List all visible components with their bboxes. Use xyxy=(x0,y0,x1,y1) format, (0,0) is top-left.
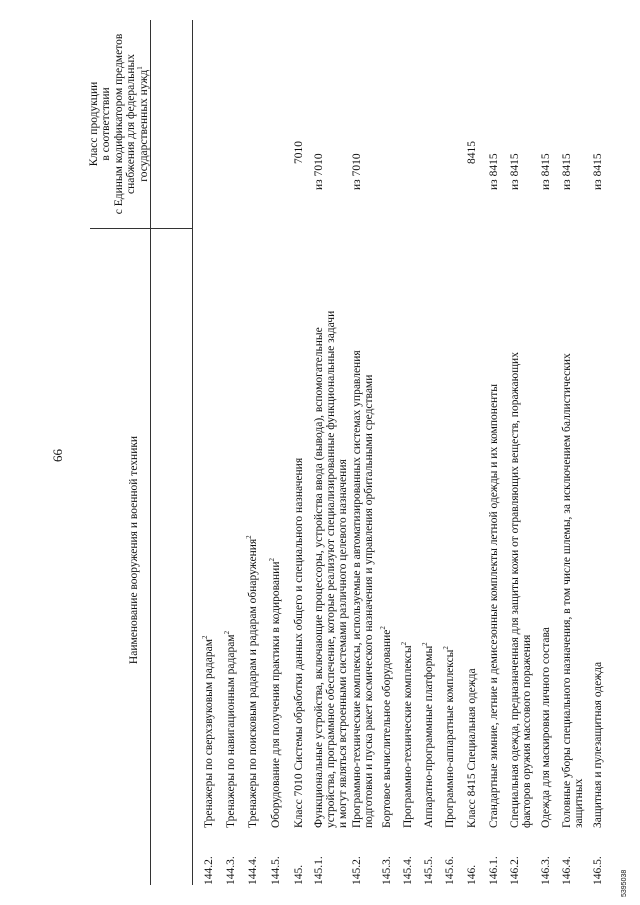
row-class-code: из 8415 xyxy=(592,153,604,190)
row-text-line: защитных xyxy=(573,778,585,828)
row-text-line: Головные уборы специального назначения, в том числе шлемы, за исключением баллистических xyxy=(561,353,573,828)
row-text-line: и могут являться встроенными системами различного целевого назначения xyxy=(337,459,349,828)
header-top-rule xyxy=(150,20,151,885)
header-class-line xyxy=(135,24,150,224)
row-class-code: из 8415 xyxy=(509,153,521,190)
row-text-line: Специальная одежда, предназначенная для защиты кожи от отравляющих веществ, поражающих xyxy=(509,352,521,828)
row-text-line: Оборудование для получения практики в кодировании xyxy=(270,561,282,828)
row-text-line: Программно-технические комплексы, используемые в автоматизированных системах управления xyxy=(351,350,363,828)
footnote-marker: 2 xyxy=(245,535,254,539)
row-number: 145. xyxy=(293,864,305,885)
row-text xyxy=(203,636,215,828)
row-text-line: Бортовое вычислительное оборудование xyxy=(381,629,393,828)
row-text xyxy=(592,662,604,828)
header-class-column xyxy=(88,24,150,224)
row-number: 144.2. xyxy=(203,856,215,885)
row-text-line: Программно-технические комплексы xyxy=(402,645,414,828)
row-number: 145.4. xyxy=(402,856,414,885)
row-number: 146. xyxy=(466,864,478,885)
footnote-marker: 2 xyxy=(268,558,277,562)
header-class-line: Класс продукции xyxy=(88,81,100,167)
row-text-line: Тренажеры по навигационным радарам xyxy=(225,634,237,828)
row-text xyxy=(381,626,393,828)
row-class-code: из 8415 xyxy=(561,153,573,190)
row-number: 146.4. xyxy=(561,856,573,885)
row-number: 146.3. xyxy=(540,856,552,885)
footnote-marker: 2 xyxy=(400,641,409,646)
row-class-code: из 7010 xyxy=(313,153,325,190)
row-class-code: из 7010 xyxy=(351,153,363,190)
header-bottom-rule xyxy=(192,20,193,885)
row-text-line: Одежда для маскировки личного состава xyxy=(540,627,552,828)
row-text xyxy=(313,311,349,828)
row-text-line: Программно-аппаратные комплексы xyxy=(444,649,456,828)
row-text xyxy=(488,384,500,828)
row-text-line: Класс 8415 Специальная одежда xyxy=(466,668,478,828)
row-text-line: устройства, программное обеспечение, которые реализуют специализированные функциональные задачи xyxy=(325,310,337,828)
row-text xyxy=(423,642,435,828)
row-number: 145.1. xyxy=(313,856,325,885)
row-text xyxy=(540,627,552,828)
header-class-line: в соответствии xyxy=(100,87,113,161)
row-text xyxy=(351,350,375,828)
row-text-line: Аппаратно-программные платформы xyxy=(423,645,435,828)
footnote-marker: 2 xyxy=(201,635,210,640)
header-class-line: с Единым кодификатором предметов xyxy=(112,33,125,215)
column-divider xyxy=(90,228,193,229)
row-text xyxy=(561,353,585,828)
row-text-line: Тренажеры по поисковым радарам и радарам обнаружения xyxy=(247,538,259,828)
row-number: 145.5. xyxy=(423,856,435,885)
header-name-column: Наименование вооружения и военной техники xyxy=(128,435,140,665)
row-text-line: подготовки и пуска ракет космического назначения и управления орбитальными средствами xyxy=(363,374,375,828)
document-id: 5395038 xyxy=(621,869,628,897)
row-text xyxy=(402,642,414,828)
row-text xyxy=(225,631,237,828)
row-text-line: Тренажеры по сверхзвуковым радарам xyxy=(203,639,215,828)
row-number: 145.2. xyxy=(351,856,363,885)
row-number: 146.5. xyxy=(592,856,604,885)
row-number: 144.4. xyxy=(247,856,259,885)
row-class-code: из 8415 xyxy=(540,153,552,190)
row-number: 144.5. xyxy=(270,856,282,885)
row-class-code: 7010 xyxy=(293,141,305,164)
row-text xyxy=(444,646,456,828)
row-text xyxy=(270,558,282,828)
row-text xyxy=(293,458,305,828)
row-number: 144.3. xyxy=(225,856,237,885)
row-number: 145.3. xyxy=(381,856,393,885)
row-text-line: Стандартные зимние, летние и демисезонные комплекты летной одежды и их компоненты xyxy=(488,384,500,828)
row-text xyxy=(247,535,259,828)
row-number: 146.1. xyxy=(488,856,500,885)
row-text xyxy=(466,668,478,828)
footnote-marker: 2 xyxy=(223,630,232,635)
header-class-text: государственных нужд xyxy=(137,69,150,182)
footnote-marker: 2 xyxy=(442,646,451,650)
row-text-line: факторов оружия массового поражения xyxy=(521,634,533,828)
header-class-line: снабжения для федеральных xyxy=(125,54,138,194)
row-text-line: Класс 7010 Системы обработки данных общего и специального назначения xyxy=(293,457,305,828)
row-class-code: 8415 xyxy=(466,141,478,164)
row-class-code: из 8415 xyxy=(488,153,500,190)
row-text-line: Функциональные устройства, включающие процессоры, устройства ввода (вывода), вспомогательные xyxy=(313,327,325,828)
footnote-marker: 2 xyxy=(421,642,430,646)
row-text xyxy=(509,352,533,828)
row-text-line: Защитная и пулезащитная одежда xyxy=(592,661,604,828)
footnote-marker: 2 xyxy=(379,626,388,630)
row-number: 146.2. xyxy=(509,856,521,885)
row-number: 145.6. xyxy=(444,856,456,885)
page-number: 66 xyxy=(50,449,65,462)
footnote-marker: 1 xyxy=(135,66,144,70)
